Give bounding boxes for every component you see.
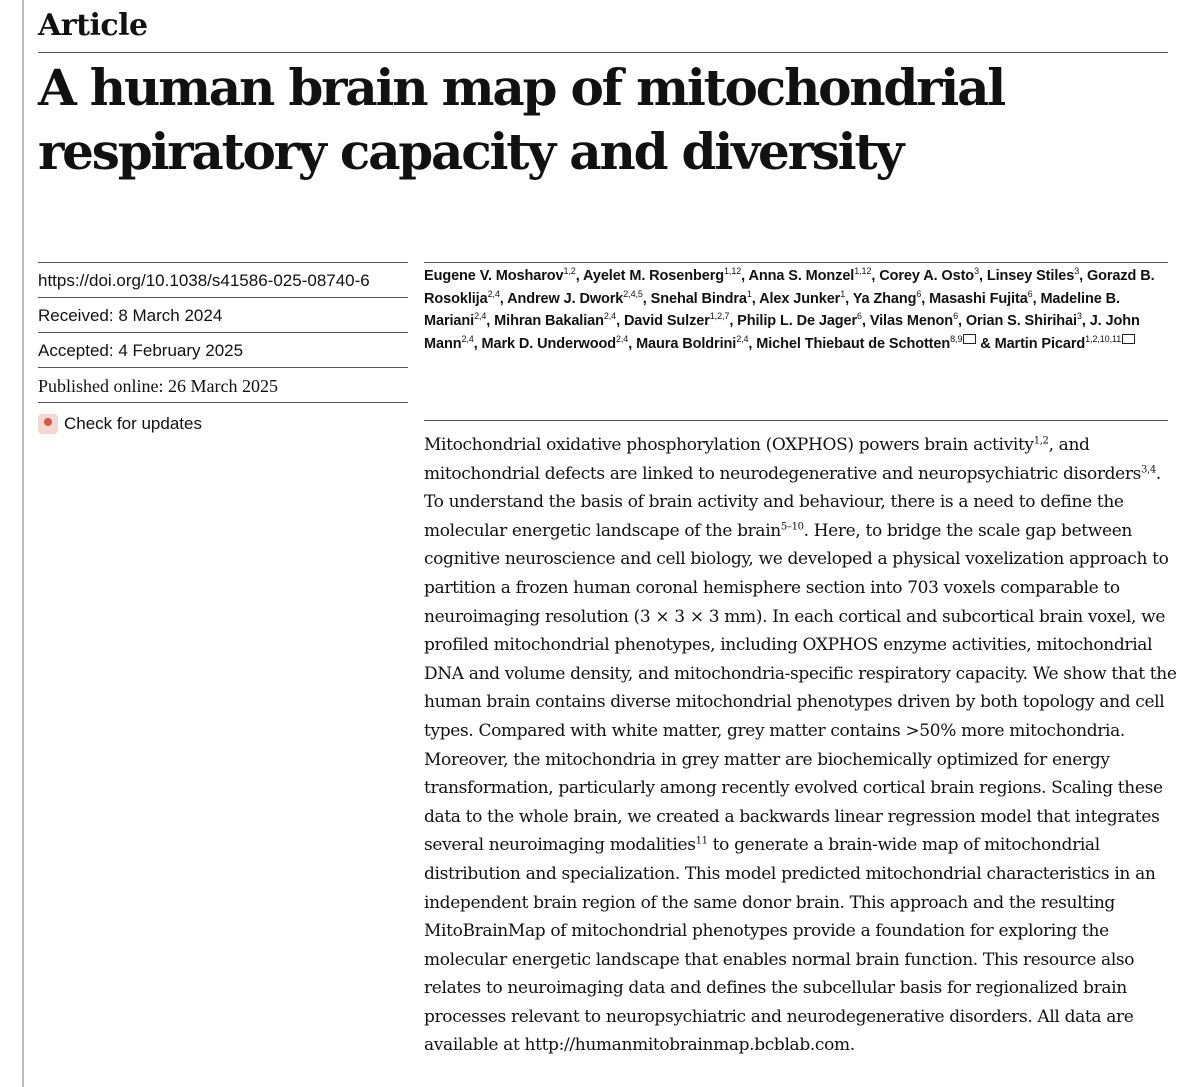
citation-reference[interactable]: 11 bbox=[695, 835, 708, 847]
author-name[interactable]: Andrew J. Dwork bbox=[507, 290, 624, 307]
author-affiliation: 2,4 bbox=[616, 333, 629, 344]
author-name[interactable]: Eugene V. Mosharov bbox=[424, 268, 564, 284]
check-for-updates-label: Check for updates bbox=[64, 414, 202, 433]
author-affiliation: 1 bbox=[840, 288, 846, 299]
header-divider bbox=[38, 52, 1168, 53]
article-type-label: Article bbox=[38, 8, 148, 43]
author-name[interactable]: Maura Boldrini bbox=[636, 335, 737, 352]
abstract-divider bbox=[424, 420, 1168, 421]
author-affiliation: 6 bbox=[953, 311, 958, 322]
citation-reference[interactable]: 1,2 bbox=[1033, 435, 1049, 447]
author-affiliation: 3 bbox=[1076, 311, 1082, 322]
abstract-text bbox=[424, 431, 1184, 1060]
author-name[interactable]: Mihran Bakalian bbox=[494, 313, 604, 329]
author-name[interactable]: Mark D. Underwood bbox=[481, 335, 616, 352]
author-affiliation: 6 bbox=[857, 311, 862, 322]
author-affiliation: 2,4,5 bbox=[623, 288, 643, 299]
author-name[interactable]: Masashi Fujita bbox=[929, 290, 1028, 307]
published-date: Published online: 26 March 2025 bbox=[38, 367, 408, 402]
authors-divider bbox=[424, 262, 1168, 263]
author-affiliation: 1 bbox=[746, 288, 752, 299]
author-affiliation: 1,12 bbox=[724, 266, 742, 277]
envelope-icon[interactable] bbox=[963, 334, 976, 344]
author-name[interactable]: Vilas Menon bbox=[869, 313, 954, 329]
citation-reference[interactable]: 3,4 bbox=[1141, 463, 1156, 475]
author-name[interactable]: Michel Thiebaut de Schotten bbox=[756, 335, 951, 352]
abstract-segment: . Here, to bridge the scale gap between cognitive neuroscience and cell biology, we developed a physical voxelization approach to partition a frozen human coronal hemisphere section into 703 voxels comparable to neuroimaging resolution (3 × 3 × 3 mm). In each cortical and subcortical brain voxel, we profiled mitochondrial phenotypes, including OXPHOS enzyme activities, mitochondrial DNA and volume density, and mitochondria-specific respiratory capacity. We show that the human brain contains diverse mitochondrial phenotypes driven by both topology and cell types. Compared with white matter, grey matter contains >50% more mitochondria. Moreover, the mitochondria in grey matter are biochemically optimized for energy transformation, particularly among recently evolved cortical brain regions. Scaling these data to the whole brain, we created a backwards linear regression model that integrates several neuroimaging modalities bbox=[424, 520, 1177, 856]
citation-reference[interactable]: 5–10 bbox=[780, 521, 804, 533]
author-name[interactable]: Madeline B. Mariani bbox=[424, 290, 1120, 329]
left-margin-rule bbox=[22, 0, 24, 1087]
author-affiliation: 2,4 bbox=[603, 311, 617, 322]
article-metadata bbox=[38, 262, 408, 437]
abstract-segment: . To understand the basis of brain activity and behaviour, there is a need to define the molecular energetic landscape of the brain bbox=[424, 463, 1161, 541]
author-name[interactable]: Ayelet M. Rosenberg bbox=[583, 268, 725, 284]
abstract-segment: Mitochondrial oxidative phosphorylation (OXPHOS) powers brain activity bbox=[424, 435, 1034, 455]
author-affiliation: 1,12 bbox=[854, 266, 872, 277]
author-name[interactable]: David Sulzer bbox=[623, 313, 710, 329]
author-affiliation: 3 bbox=[1074, 266, 1080, 277]
author-affiliation: 8,9 bbox=[950, 333, 963, 344]
author-name[interactable]: Gorazd B. Rosoklija bbox=[424, 268, 1155, 307]
envelope-icon[interactable] bbox=[1122, 334, 1135, 344]
author-name[interactable]: Alex Junker bbox=[759, 290, 841, 307]
author-affiliation: 1,2,10,11 bbox=[1085, 333, 1122, 344]
author-name[interactable]: Philip L. De Jager bbox=[737, 313, 858, 329]
received-date: Received: 8 March 2024 bbox=[38, 297, 408, 332]
abstract-segment: , and mitochondrial defects are linked to neurodegenerative and neuropsychiatric disorders bbox=[424, 435, 1142, 484]
doi-link[interactable]: https://doi.org/10.1038/s41586-025-08740-6 bbox=[38, 262, 408, 297]
author-affiliation: 1,2,7 bbox=[709, 311, 730, 322]
abstract-segment: to generate a brain-wide map of mitochondrial distribution and specialization. This model predicted mitochondrial characteristics in an independent brain region of the same donor brain. This approach and the resulting MitoBrainMap of mitochondrial phenotypes provide a foundation for exploring the molecular energetic landscape that enables normal brain function. This resource also relates to neuroimaging data and defines the subcellular basis for regionalized brain processes relevant to neuropsychiatric and neurodegenerative disorders. All data are available at http://humanmitobrainmap.bcblab.com. bbox=[424, 835, 1156, 1056]
author-affiliation: 2,4 bbox=[461, 333, 474, 344]
author-affiliation: 6 bbox=[1027, 288, 1033, 299]
author-name[interactable]: Corey A. Osto bbox=[879, 268, 975, 284]
author-list: Eugene V. Mosharov$^{1,2}$, Ayelet M. Rosenberg$^{1,12}$, Anna S. Monzel$^{1,12}$, Corey A. Osto$^3$, Linsey Stiles$^3$, Gorazd B. Rosoklija$^{2,4}$, Andrew J. Dwork$^{2,4,5}$, Snehal Bindra$^1$, Alex Junker$^1$, Ya Zhang$^6$, Masashi Fujita$^6$, Madeline B. Mariani$^{2,4}$, Mihran Bakalian$^{2,4}$, David Sulzer$^{1,2,7}$, Philip L. De Jager$^6$, Vilas Menon$^6$, Orian S. Shirihai$^3$, J. John Mann$^{2,4}$, Mark D. Underwood$^{2,4}$, Maura Boldrini$^{2,4}$, Michel Thiebaut de Schotten$^{8,9}$ & Martin Picard$^{1,2,10,11}$ bbox=[424, 266, 1155, 352]
author-name[interactable]: Linsey Stiles bbox=[986, 268, 1075, 284]
author-name[interactable]: J. John Mann bbox=[424, 313, 1140, 352]
author-affiliation: 2,4 bbox=[736, 333, 749, 344]
author-affiliation: 3 bbox=[974, 266, 979, 277]
accepted-date: Accepted: 4 February 2025 bbox=[38, 332, 408, 367]
author-name[interactable]: Orian S. Shirihai bbox=[965, 313, 1077, 329]
author-name[interactable]: Snehal Bindra bbox=[650, 290, 747, 307]
author-affiliation: 2,4 bbox=[487, 288, 500, 299]
author-affiliation: 2,4 bbox=[474, 311, 487, 322]
author-name[interactable]: Martin Picard bbox=[994, 335, 1086, 352]
author-name[interactable]: Ya Zhang bbox=[852, 290, 917, 307]
crossmark-icon bbox=[38, 414, 58, 434]
author-name[interactable]: Anna S. Monzel bbox=[748, 268, 855, 284]
author-affiliation: 6 bbox=[916, 288, 922, 299]
article-title: A human brain map of mitochondrial respiratory capacity and diversity bbox=[38, 58, 1005, 181]
author-affiliation: 1,2 bbox=[563, 266, 576, 277]
check-for-updates-button[interactable] bbox=[38, 402, 408, 437]
